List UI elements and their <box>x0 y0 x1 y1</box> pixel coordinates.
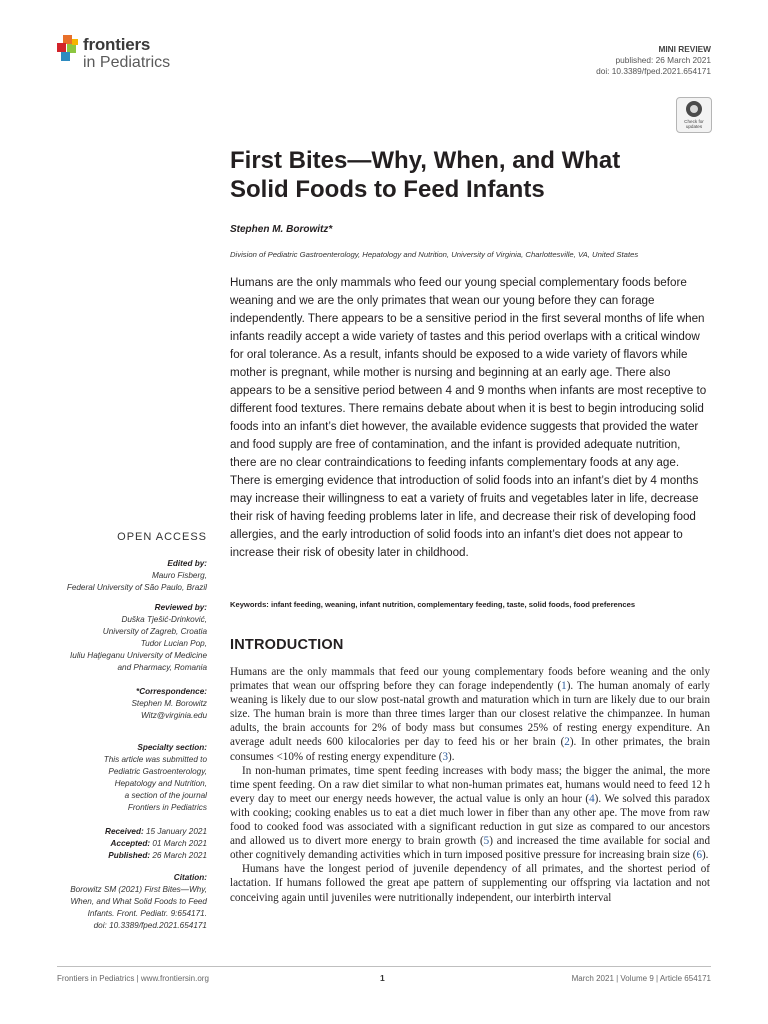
check-updates-line2: updates <box>685 124 703 129</box>
citation-section <box>70 872 207 932</box>
logo-brand-name: frontiers <box>83 35 151 54</box>
reviewer-line: Tudor Lucian Pop, <box>140 639 207 648</box>
reference-link-6[interactable]: 6 <box>696 849 702 862</box>
published-date-side: Published: 26 March 2021 <box>108 851 207 860</box>
open-access-label: OPEN ACCESS <box>117 531 207 543</box>
specialty-line: Pediatric Gastroenterology, <box>108 767 207 776</box>
reference-link-5[interactable]: 5 <box>483 835 490 848</box>
citation-line: Infants. Front. Pediatr. 9:654171. <box>87 909 207 918</box>
received-date: Received: 15 January 2021 <box>105 827 207 836</box>
article-type: MINI REVIEW <box>658 44 711 54</box>
article-title-line1: First Bites—Why, When, and What <box>230 147 621 174</box>
specialty-line: This article was submitted to <box>103 755 207 764</box>
article-title-line2: Solid Foods to Feed Infants <box>230 176 545 203</box>
reference-link-2[interactable]: 2 <box>564 736 570 749</box>
article-title <box>230 146 690 204</box>
edited-by-label: Edited by: <box>167 559 207 568</box>
frontiers-logo-icon <box>57 35 81 61</box>
intro-paragraph-3: Humans have the longest period of juvenile dependency of all primates, and the shortest period of lactation. If humans followed the great ape pattern of supplementing our offspring via lactation and not conceiving again until juveniles were nutritionally independent, our interbirth interval <box>230 863 710 904</box>
article-meta <box>596 44 711 77</box>
editor-affiliation: Federal University of São Paulo, Brazil <box>66 583 207 592</box>
edited-by-section <box>67 558 207 594</box>
logo-journal-name: in Pediatrics <box>83 54 171 71</box>
citation-doi[interactable]: doi: 10.3389/fped.2021.654171 <box>93 921 207 930</box>
keywords-list: infant feeding, weaning, infant nutrition, complementary feeding, taste, solid foods, food preferences <box>270 600 636 609</box>
citation-line: When, and What Solid Foods to Feed <box>70 897 207 906</box>
keywords-label: Keywords: <box>230 600 269 609</box>
page-number: 1 <box>380 973 385 983</box>
article-doi[interactable]: doi: 10.3389/fped.2021.654171 <box>596 66 711 76</box>
section-heading-introduction: INTRODUCTION <box>230 637 344 653</box>
specialty-line: Hepatology and Nutrition, <box>114 779 207 788</box>
dates-section <box>105 826 207 862</box>
specialty-label: Specialty section: <box>137 743 207 752</box>
editor-name: Mauro Fisberg, <box>151 571 207 580</box>
accepted-date: Accepted: 01 March 2021 <box>110 839 207 848</box>
citation-line: Borowitz SM (2021) First Bites—Why, <box>70 885 207 894</box>
correspondence-section <box>131 686 207 722</box>
check-for-updates-button[interactable] <box>676 97 712 133</box>
specialty-line: Frontiers in Pediatrics <box>127 803 207 812</box>
reference-link-4[interactable]: 4 <box>589 792 595 805</box>
reviewed-by-label: Reviewed by: <box>154 603 207 612</box>
correspondence-label: *Correspondence: <box>136 687 207 696</box>
correspondence-name: Stephen M. Borowitz <box>131 699 207 708</box>
journal-logo[interactable] <box>57 33 197 79</box>
intro-paragraph-1: Humans are the only mammals that feed our young complementary foods before weaning and the only primates that wean our offspring before they can forage independently (1). The human anomaly of early weaning is likely due to our slow post-natal growth and maturation which in turn are likely due to our brain size. The human brain is more than three times larger than our closest relative the chimpanzee. In human adults, the brain accounts for 2% of body mass but consumes 25% of resting energy expenditure. An average adult needs 600 kilocalories per day to feed his or her brain (2). In other primates, the brain consumes <10% of resting energy expenditure (3). <box>230 666 710 763</box>
published-date: published: 26 March 2021 <box>615 55 711 65</box>
intro-paragraph-2: In non-human primates, time spent feeding increases with body mass; the bigger the animal, the more time spent feeding. On a raw diet similar to what non-human primates eat, humans would need to feed 12 h every day to meet our energy needs however, the actual value is only an hour (4). We solved this paradox with cooking; cooking enables us to eat a diet much lower in fiber than any other ape. The move from raw food to cooked food was associated with a significant reduction in gut size as compared to our ancestors and allowed us to divert more energy to brain growth (5) and increased the time available for social and other cognitively demanding activities which in turn imposed positive pressure for increasing brain size (6). <box>230 764 710 862</box>
check-updates-icon <box>686 101 702 117</box>
check-updates-line1: Check for <box>684 119 704 124</box>
reviewed-by-section <box>70 602 207 674</box>
reviewer-line: University of Zagreb, Croatia <box>102 627 207 636</box>
introduction-body <box>230 665 710 905</box>
reference-link-1[interactable]: 1 <box>561 680 567 693</box>
reviewer-line: and Pharmacy, Romania <box>117 663 207 672</box>
author-name[interactable]: Stephen M. Borowitz* <box>230 224 333 235</box>
correspondence-email[interactable]: Witz@virginia.edu <box>140 711 207 720</box>
specialty-line: a section of the journal <box>124 791 207 800</box>
keywords <box>230 600 710 610</box>
reviewer-line: Iuliu Haţieganu University of Medicine <box>70 651 207 660</box>
footer-journal-link[interactable]: Frontiers in Pediatrics | www.frontiersin.org <box>57 974 209 983</box>
reviewer-line: Duška Tješić-Drinković, <box>121 615 207 624</box>
author-affiliation: Division of Pediatric Gastroenterology, Hepatology and Nutrition, University of Virginia, Charlottesville, VA, United States <box>230 250 639 259</box>
citation-label: Citation: <box>173 873 207 882</box>
footer-divider <box>57 966 711 967</box>
abstract: Humans are the only mammals who feed our young special complementary foods before weaning and we are the only primates that wean our young before they can forage independently. There appears to be a sensitive period in the first several months of life when infants readily accept a wide variety of tastes and this period overlaps with a critical window for oral tolerance. As a result, infants should be exposed to a wide variety of flavors while mother is pregnant, while mother is nursing and beginning at an early age. There also appears to be a sensitive period between 4 and 9 months when infants are most receptive to different food textures. There remains debate about when it is best to begin introducing solid foods into an infant’s diet however, the available evidence suggests that provided the water and food supply are free of contamination, and the infant is provided adequate nutrition, there are no clear contraindications to feeding infants complementary foods at any age. There is emerging evidence that introduction of solid foods into an infant’s diet by 4 months may increase their willingness to eat a variety of fruits and vegetables later in life, decrease their risk of having feeding problems later in life, and decrease their risk of developing food allergies, and the early introduction of solid foods into an infant’s diet does not appear to increase their risk of obesity later in childhood. <box>230 276 707 559</box>
footer-issue-info: March 2021 | Volume 9 | Article 654171 <box>571 974 711 983</box>
specialty-section <box>104 742 207 814</box>
reference-link-3[interactable]: 3 <box>442 750 449 763</box>
